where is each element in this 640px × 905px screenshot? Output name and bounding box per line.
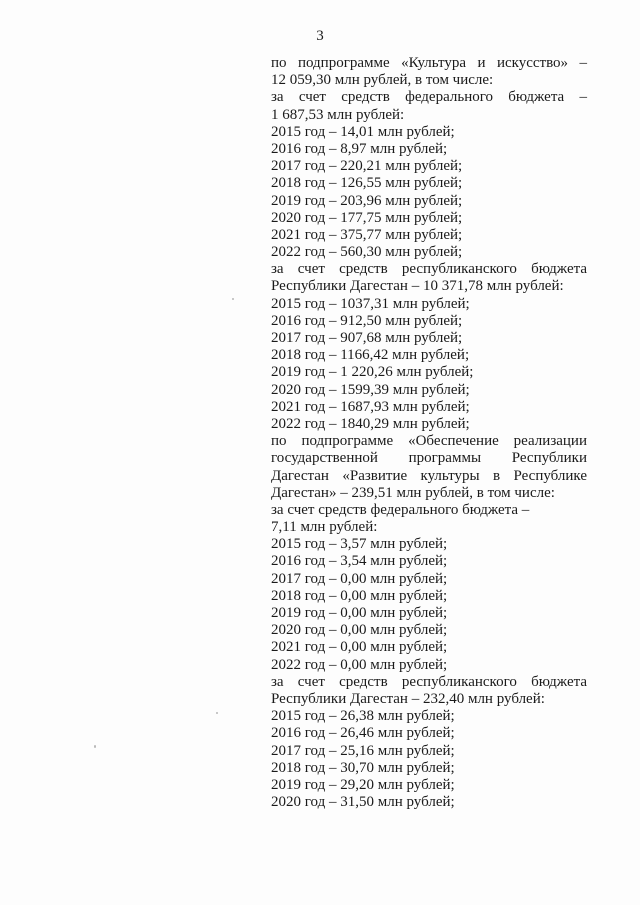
text-line: 2021 год – 1687,93 млн рублей; xyxy=(271,398,470,415)
text-line: 2020 год – 0,00 млн рублей; xyxy=(271,622,448,639)
text-line: 2019 год – 0,00 млн рублей; xyxy=(271,605,448,621)
text-line: за счет средств республиканского бюджета xyxy=(271,261,587,278)
text-line: 12 059,30 млн рублей, в том числе: xyxy=(271,72,494,89)
text-line: 2017 год – 220,21 млн рублей; xyxy=(271,158,463,175)
text-line: государственной программы Республики xyxy=(271,450,587,467)
text-line: Республики Дагестан – 10 371,78 млн рублей: xyxy=(271,278,564,295)
text-line: 2016 год – 912,50 млн рублей; xyxy=(271,312,463,329)
text-line: 2018 год – 30,70 млн рублей; xyxy=(271,759,455,776)
text-line: 2017 год – 907,68 млн рублей; xyxy=(271,330,463,346)
text-line: 2019 год – 1 220,26 млн рублей; xyxy=(271,364,474,381)
text-line: 2017 год – 0,00 млн рублей; xyxy=(271,570,448,587)
text-line: Дагестан «Развитие культуры в Республике xyxy=(271,467,587,484)
text-line: 2015 год – 3,57 млн рублей; xyxy=(271,536,448,553)
scan-speck xyxy=(94,745,96,748)
text-line: 2018 год – 126,55 млн рублей; xyxy=(271,175,463,192)
text-line: Дагестан» – 239,51 млн рублей, в том числе: xyxy=(271,484,555,501)
text-line: 2020 год – 1599,39 млн рублей; xyxy=(271,381,470,398)
text-line: 2016 год – 8,97 млн рублей; xyxy=(271,140,448,157)
text-line: 2021 год – 0,00 млн рублей; xyxy=(271,639,448,656)
page-number: 3 xyxy=(316,28,324,44)
text-line: 2017 год – 25,16 млн рублей; xyxy=(271,742,455,759)
text-line: за счет средств республиканского бюджета xyxy=(271,673,587,690)
page-body xyxy=(271,55,587,811)
text-line: за счет средств федерального бюджета – xyxy=(271,501,530,518)
text-line: по подпрограмме «Культура и искусство» – xyxy=(271,55,587,71)
text-line: 2015 год – 26,38 млн рублей; xyxy=(271,708,455,725)
text-line: 2015 год – 14,01 млн рублей; xyxy=(271,123,455,140)
text-line: 2021 год – 375,77 млн рублей; xyxy=(271,226,463,243)
text-line: 2022 год – 560,30 млн рублей; xyxy=(271,244,463,261)
text-line: 7,11 млн рублей: xyxy=(271,519,378,536)
text-line: 2018 год – 1166,42 млн рублей; xyxy=(271,347,470,364)
text-line: 2020 год – 31,50 млн рублей; xyxy=(271,794,455,811)
text-line: за счет средств федерального бюджета – xyxy=(271,89,587,106)
text-line: 2016 год – 26,46 млн рублей; xyxy=(271,725,455,742)
text-line: Республики Дагестан – 232,40 млн рублей: xyxy=(271,690,545,707)
text-line: 2022 год – 0,00 млн рублей; xyxy=(271,656,448,673)
scan-speck xyxy=(232,298,234,300)
text-line: 1 687,53 млн рублей: xyxy=(271,106,405,123)
text-line: 2018 год – 0,00 млн рублей; xyxy=(271,587,448,604)
text-line: 2015 год – 1037,31 млн рублей; xyxy=(271,295,470,312)
text-line: 2019 год – 203,96 млн рублей; xyxy=(271,192,463,209)
text-line: 2019 год – 29,20 млн рублей; xyxy=(271,776,455,793)
text-line: 2016 год – 3,54 млн рублей; xyxy=(271,553,448,570)
scan-speck xyxy=(216,712,218,714)
text-line: 2020 год – 177,75 млн рублей; xyxy=(271,209,463,226)
text-line: по подпрограмме «Обеспечение реализации xyxy=(271,433,587,450)
text-line: 2022 год – 1840,29 млн рублей; xyxy=(271,415,470,432)
